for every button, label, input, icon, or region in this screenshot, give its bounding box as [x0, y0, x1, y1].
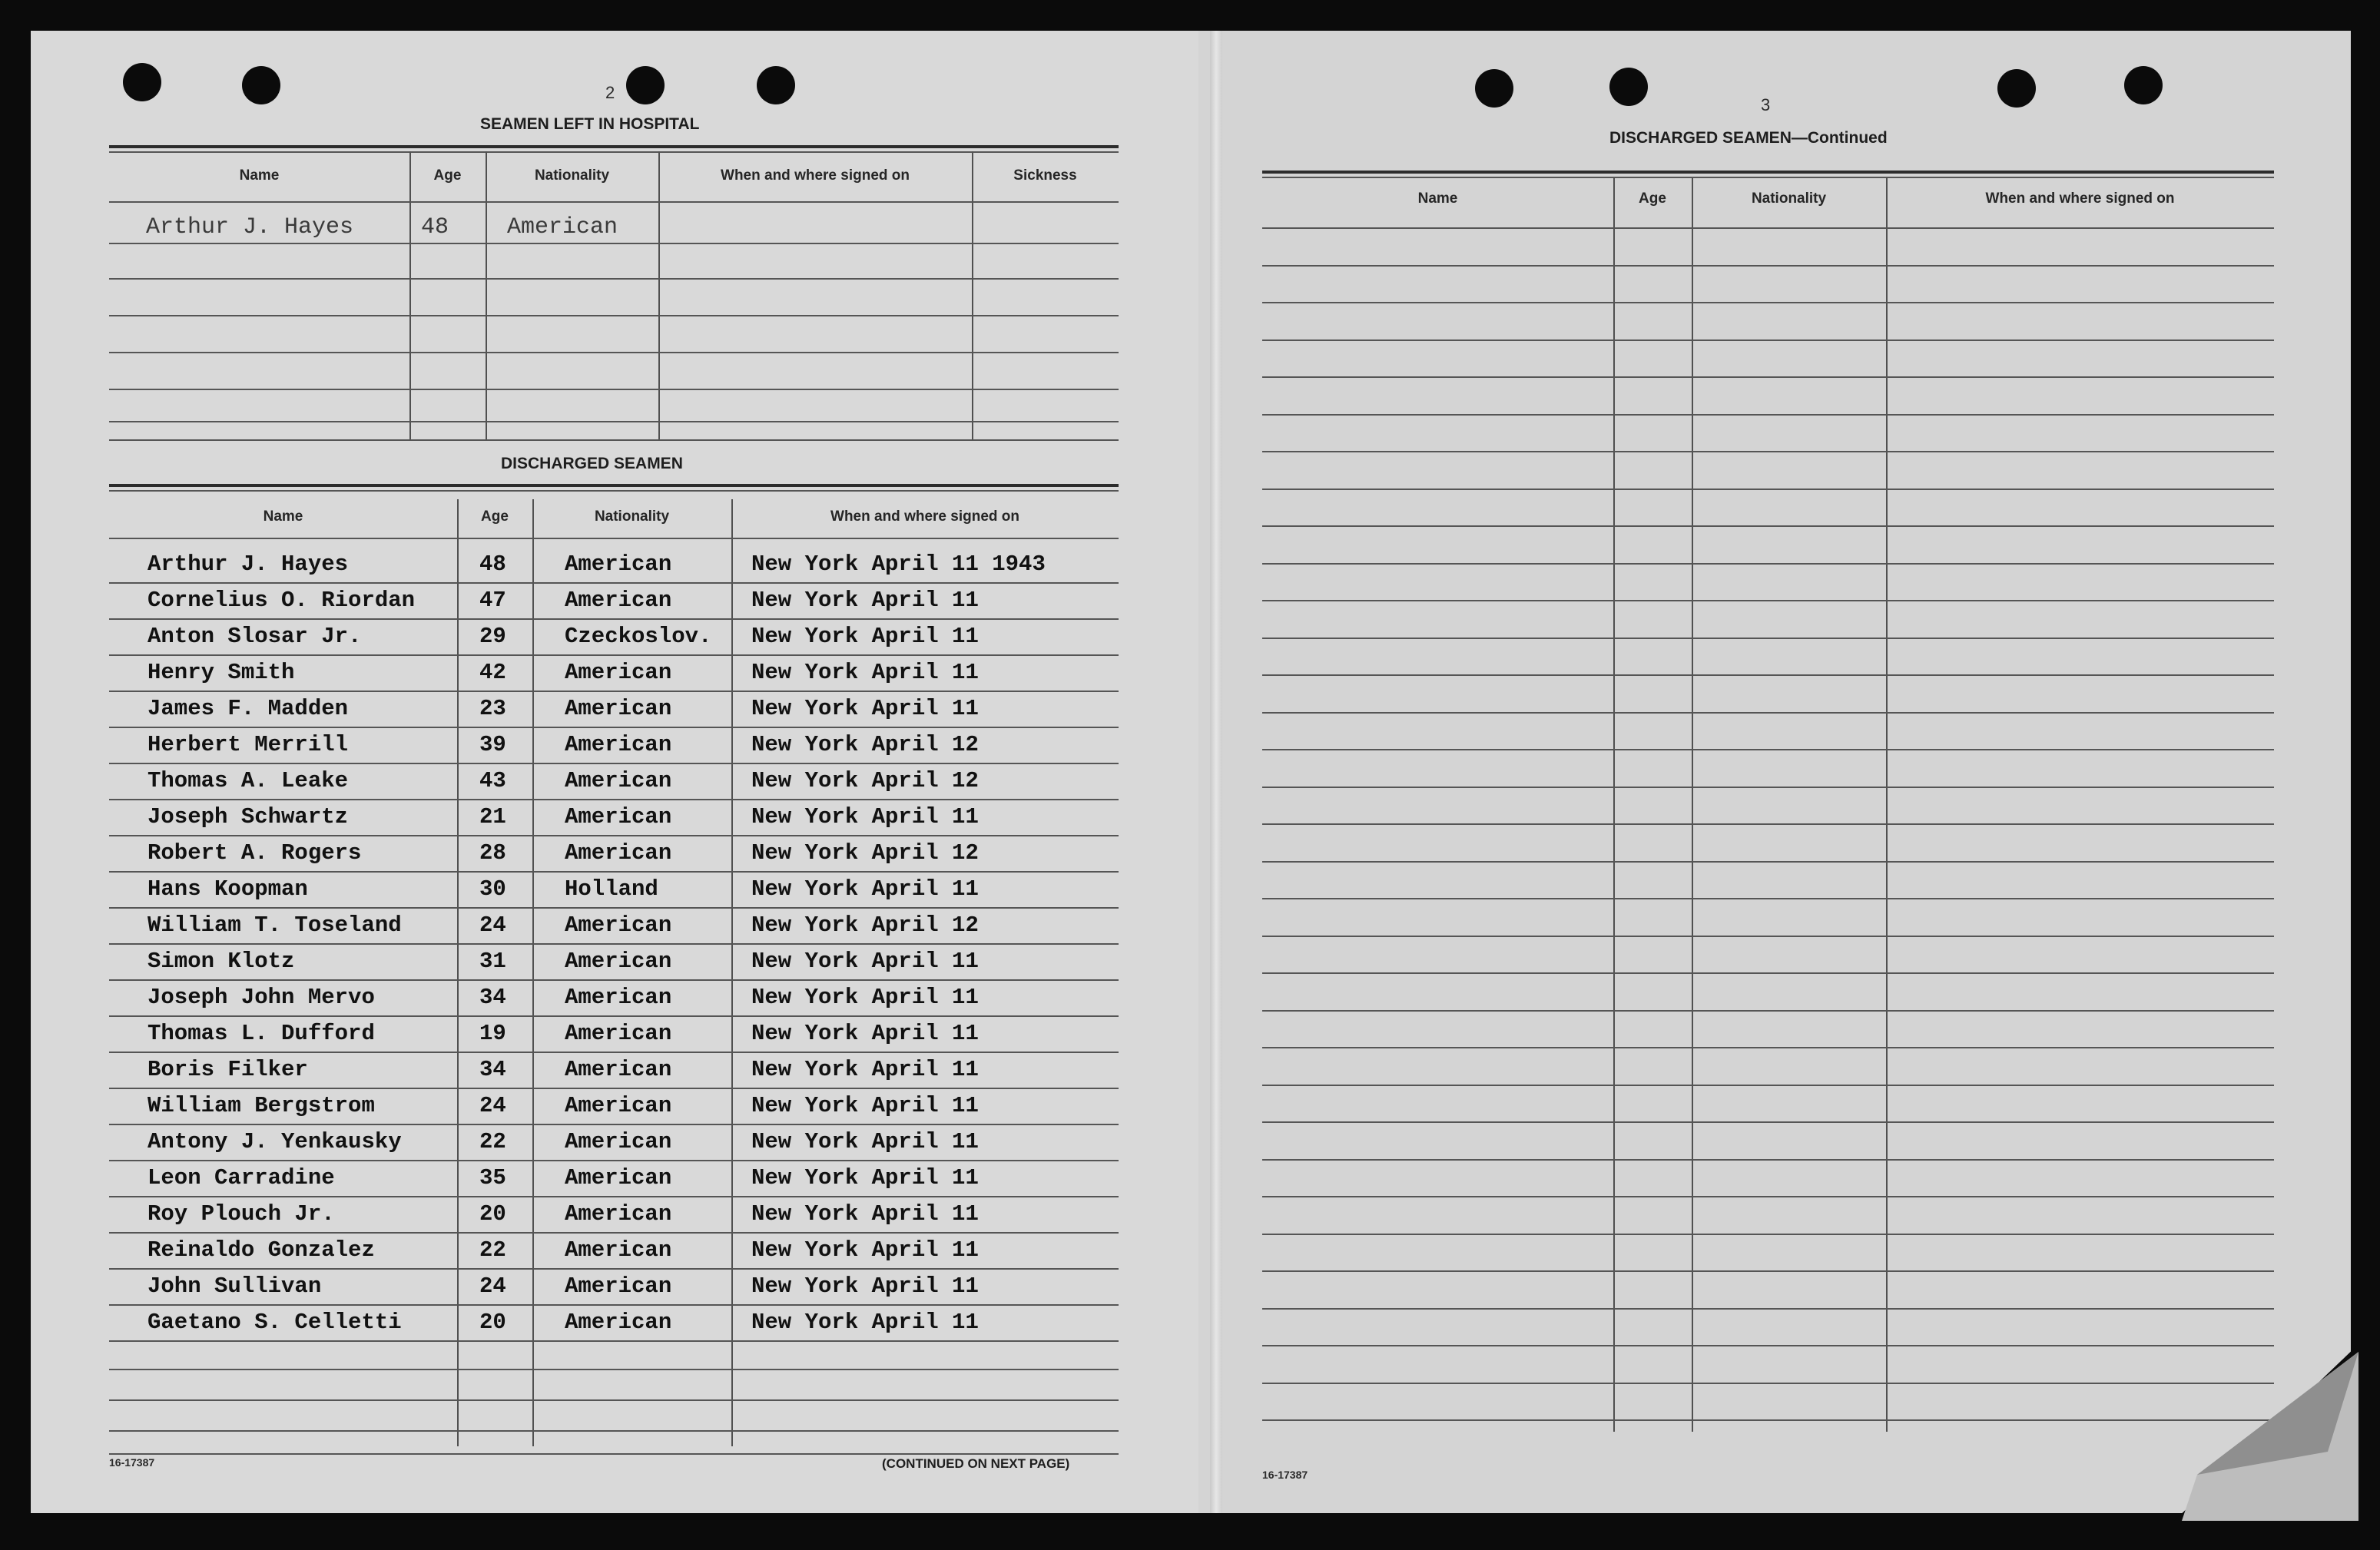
discharged-name-cell: Antony J. Yenkausky [148, 1129, 402, 1154]
row-rule [1262, 1270, 2274, 1272]
discharged-name-cell: William T. Toseland [148, 912, 402, 938]
row-rule [1262, 451, 2274, 452]
row-rule [1262, 823, 2274, 825]
discharged-age-cell: 23 [479, 696, 506, 721]
page-fold [1210, 31, 1222, 1513]
column-header-age: Age [433, 167, 462, 184]
punch-hole [757, 66, 795, 104]
row-rule [1262, 1383, 2274, 1384]
discharged-signed-on-cell: New York April 11 [751, 804, 979, 830]
column-divider [658, 151, 660, 439]
discharged-name-cell: Herbert Merrill [148, 732, 349, 757]
row-rule [109, 799, 1119, 800]
row-rule [1262, 265, 2274, 267]
discharged-section-title: DISCHARGED SEAMEN [501, 455, 683, 472]
row-rule [109, 439, 1119, 441]
discharged-signed-on-cell: New York April 11 [751, 1273, 979, 1299]
discharged-age-cell: 34 [479, 1057, 506, 1082]
row-rule [109, 538, 1119, 539]
row-rule [1262, 1010, 2274, 1012]
discharged-name-cell: Cornelius O. Riordan [148, 588, 416, 613]
row-rule [109, 243, 1119, 244]
row-rule [109, 315, 1119, 316]
discharged-nationality-cell: American [565, 985, 672, 1010]
continued-section-title: DISCHARGED SEAMEN—Continued [1609, 129, 1888, 147]
discharged-nationality-cell: American [565, 804, 672, 830]
row-rule [109, 763, 1119, 764]
row-rule [109, 278, 1119, 280]
right-page [1198, 31, 2351, 1513]
row-rule [109, 907, 1119, 909]
discharged-name-cell: Thomas A. Leake [148, 768, 349, 793]
discharged-name-cell: Henry Smith [148, 660, 295, 685]
discharged-age-cell: 39 [479, 732, 506, 757]
discharged-signed-on-cell: New York April 11 [751, 696, 979, 721]
discharged-name-cell: Arthur J. Hayes [148, 551, 349, 577]
column-divider [486, 151, 487, 439]
row-rule [109, 691, 1119, 692]
discharged-name-cell: Simon Klotz [148, 949, 295, 974]
row-rule [109, 871, 1119, 873]
hospital-nationality-cell: American [507, 214, 618, 240]
discharged-name-cell: Roy Plouch Jr. [148, 1201, 335, 1227]
discharged-age-cell: 48 [479, 551, 506, 577]
row-rule [109, 1369, 1119, 1370]
discharged-age-cell: 22 [479, 1237, 506, 1263]
discharged-age-cell: 20 [479, 1201, 506, 1227]
row-rule [1262, 1196, 2274, 1197]
row-rule [1262, 1121, 2274, 1123]
discharged-age-cell: 24 [479, 912, 506, 938]
discharged-signed-on-cell: New York April 12 [751, 732, 979, 757]
table-rule [109, 484, 1119, 487]
discharged-age-cell: 29 [479, 624, 506, 649]
discharged-nationality-cell: American [565, 660, 672, 685]
row-rule [1262, 1419, 2274, 1421]
row-rule [109, 618, 1119, 620]
discharged-name-cell: Gaetano S. Celletti [148, 1310, 402, 1335]
row-rule [109, 654, 1119, 656]
continued-note: (CONTINUED ON NEXT PAGE) [882, 1456, 1070, 1471]
discharged-name-cell: Joseph John Mervo [148, 985, 375, 1010]
row-rule [109, 1268, 1119, 1270]
discharged-nationality-cell: American [565, 768, 672, 793]
row-rule [1262, 563, 2274, 565]
discharged-age-cell: 22 [479, 1129, 506, 1154]
discharged-name-cell: Robert A. Rogers [148, 840, 362, 866]
discharged-signed-on-cell: New York April 11 [751, 949, 979, 974]
discharged-name-cell: Leon Carradine [148, 1165, 335, 1191]
row-rule [109, 1453, 1119, 1455]
row-rule [1262, 712, 2274, 714]
discharged-nationality-cell: American [565, 949, 672, 974]
row-rule [1262, 227, 2274, 229]
row-rule [109, 201, 1119, 203]
row-rule [1262, 339, 2274, 341]
form-number: 16-17387 [1262, 1469, 1308, 1481]
row-rule [109, 1304, 1119, 1306]
discharged-age-cell: 24 [479, 1093, 506, 1118]
row-rule [109, 943, 1119, 945]
column-header-name: Name [263, 508, 303, 525]
discharged-age-cell: 30 [479, 876, 506, 902]
column-divider [1886, 178, 1888, 1432]
punch-hole [242, 66, 280, 104]
discharged-age-cell: 21 [479, 804, 506, 830]
row-rule [109, 979, 1119, 981]
discharged-name-cell: Thomas L. Dufford [148, 1021, 375, 1046]
column-divider [1692, 178, 1693, 1432]
punch-hole [123, 63, 161, 101]
discharged-age-cell: 19 [479, 1021, 506, 1046]
discharged-signed-on-cell: New York April 11 [751, 660, 979, 685]
column-header-name: Name [1417, 190, 1458, 207]
discharged-nationality-cell: Czeckoslov. [565, 624, 712, 649]
discharged-signed-on-cell: New York April 11 [751, 876, 979, 902]
discharged-signed-on-cell: New York April 11 [751, 1021, 979, 1046]
row-rule [109, 835, 1119, 836]
punch-hole [1609, 68, 1648, 106]
punch-hole [626, 66, 665, 104]
row-rule [1262, 898, 2274, 899]
discharged-nationality-cell: American [565, 1310, 672, 1335]
row-rule [109, 1124, 1119, 1125]
column-header-age: Age [481, 508, 509, 525]
row-rule [109, 1052, 1119, 1053]
column-header-sickness: Sickness [1013, 167, 1077, 184]
discharged-name-cell: John Sullivan [148, 1273, 322, 1299]
discharged-age-cell: 42 [479, 660, 506, 685]
discharged-signed-on-cell: New York April 11 [751, 1057, 979, 1082]
discharged-age-cell: 28 [479, 840, 506, 866]
row-rule [1262, 861, 2274, 863]
page-number: 2 [605, 83, 615, 102]
discharged-nationality-cell: American [565, 551, 672, 577]
row-rule [1262, 1159, 2274, 1161]
row-rule [1262, 638, 2274, 639]
discharged-signed-on-cell: New York April 11 [751, 1237, 979, 1263]
discharged-nationality-cell: American [565, 1129, 672, 1154]
discharged-nationality-cell: American [565, 1093, 672, 1118]
discharged-nationality-cell: American [565, 732, 672, 757]
row-rule [109, 1430, 1119, 1432]
table-rule [109, 151, 1119, 153]
discharged-signed-on-cell: New York April 11 [751, 624, 979, 649]
row-rule [1262, 1085, 2274, 1086]
column-divider [972, 151, 973, 439]
row-rule [1262, 936, 2274, 937]
discharged-name-cell: Joseph Schwartz [148, 804, 349, 830]
discharged-name-cell: Boris Filker [148, 1057, 308, 1082]
row-rule [109, 389, 1119, 390]
row-rule [1262, 489, 2274, 490]
discharged-name-cell: James F. Madden [148, 696, 349, 721]
discharged-nationality-cell: American [565, 912, 672, 938]
column-header-nationality: Nationality [594, 508, 670, 525]
row-rule [1262, 1345, 2274, 1346]
row-rule [1262, 972, 2274, 974]
punch-hole [1475, 69, 1513, 108]
discharged-signed-on-cell: New York April 11 1943 [751, 551, 1046, 577]
row-rule [109, 1232, 1119, 1234]
discharged-nationality-cell: American [565, 1273, 672, 1299]
discharged-signed-on-cell: New York April 12 [751, 840, 979, 866]
column-header-nationality: Nationality [534, 167, 610, 184]
discharged-signed-on-cell: New York April 12 [751, 768, 979, 793]
row-rule [109, 1340, 1119, 1342]
column-divider [1613, 178, 1615, 1432]
discharged-nationality-cell: American [565, 696, 672, 721]
column-header-nationality: Nationality [1751, 190, 1827, 207]
discharged-name-cell: Anton Slosar Jr. [148, 624, 362, 649]
row-rule [1262, 376, 2274, 378]
discharged-age-cell: 35 [479, 1165, 506, 1191]
discharged-signed-on-cell: New York April 11 [751, 1093, 979, 1118]
row-rule [1262, 1234, 2274, 1235]
discharged-signed-on-cell: New York April 12 [751, 912, 979, 938]
discharged-age-cell: 43 [479, 768, 506, 793]
column-header-signed-on: When and where signed on [830, 508, 1019, 525]
discharged-age-cell: 47 [479, 588, 506, 613]
discharged-nationality-cell: Holland [565, 876, 658, 902]
column-divider [409, 151, 411, 439]
discharged-nationality-cell: American [565, 1165, 672, 1191]
discharged-signed-on-cell: New York April 11 [751, 1129, 979, 1154]
row-rule [1262, 525, 2274, 527]
row-rule [1262, 787, 2274, 788]
table-rule [109, 145, 1119, 148]
column-header-name: Name [239, 167, 280, 184]
discharged-signed-on-cell: New York April 11 [751, 985, 979, 1010]
column-header-signed-on: When and where signed on [1985, 190, 2175, 207]
row-rule [1262, 600, 2274, 601]
discharged-age-cell: 20 [479, 1310, 506, 1335]
punch-hole [1997, 69, 2036, 108]
table-rule [1262, 171, 2274, 174]
row-rule [109, 1160, 1119, 1161]
discharged-nationality-cell: American [565, 1021, 672, 1046]
discharged-nationality-cell: American [565, 840, 672, 866]
row-rule [109, 1088, 1119, 1089]
punch-hole [2124, 66, 2163, 104]
discharged-signed-on-cell: New York April 11 [751, 1310, 979, 1335]
discharged-name-cell: Reinaldo Gonzalez [148, 1237, 375, 1263]
row-rule [1262, 674, 2274, 676]
hospital-name-cell: Arthur J. Hayes [146, 214, 354, 240]
discharged-signed-on-cell: New York April 11 [751, 588, 979, 613]
row-rule [1262, 1308, 2274, 1310]
discharged-age-cell: 24 [479, 1273, 506, 1299]
row-rule [1262, 749, 2274, 750]
discharged-name-cell: Hans Koopman [148, 876, 308, 902]
discharged-signed-on-cell: New York April 11 [751, 1165, 979, 1191]
discharged-nationality-cell: American [565, 1201, 672, 1227]
discharged-age-cell: 31 [479, 949, 506, 974]
row-rule [1262, 414, 2274, 416]
discharged-nationality-cell: American [565, 1237, 672, 1263]
hospital-age-cell: 48 [421, 214, 449, 240]
discharged-age-cell: 34 [479, 985, 506, 1010]
table-rule [1262, 177, 2274, 178]
column-header-signed-on: When and where signed on [721, 167, 910, 184]
row-rule [1262, 1047, 2274, 1048]
discharged-signed-on-cell: New York April 11 [751, 1201, 979, 1227]
column-header-age: Age [1639, 190, 1666, 207]
hospital-section-title: SEAMEN LEFT IN HOSPITAL [480, 115, 700, 133]
row-rule [109, 1015, 1119, 1017]
row-rule [109, 727, 1119, 728]
row-rule [1262, 302, 2274, 303]
row-rule [109, 352, 1119, 353]
discharged-name-cell: William Bergstrom [148, 1093, 375, 1118]
row-rule [109, 582, 1119, 584]
form-number: 16-17387 [109, 1456, 155, 1469]
row-rule [109, 421, 1119, 422]
page-number: 3 [1761, 95, 1771, 114]
row-rule [109, 1399, 1119, 1401]
discharged-nationality-cell: American [565, 1057, 672, 1082]
page-curl [2174, 1344, 2358, 1521]
table-rule [109, 490, 1119, 492]
discharged-nationality-cell: American [565, 588, 672, 613]
row-rule [109, 1196, 1119, 1197]
